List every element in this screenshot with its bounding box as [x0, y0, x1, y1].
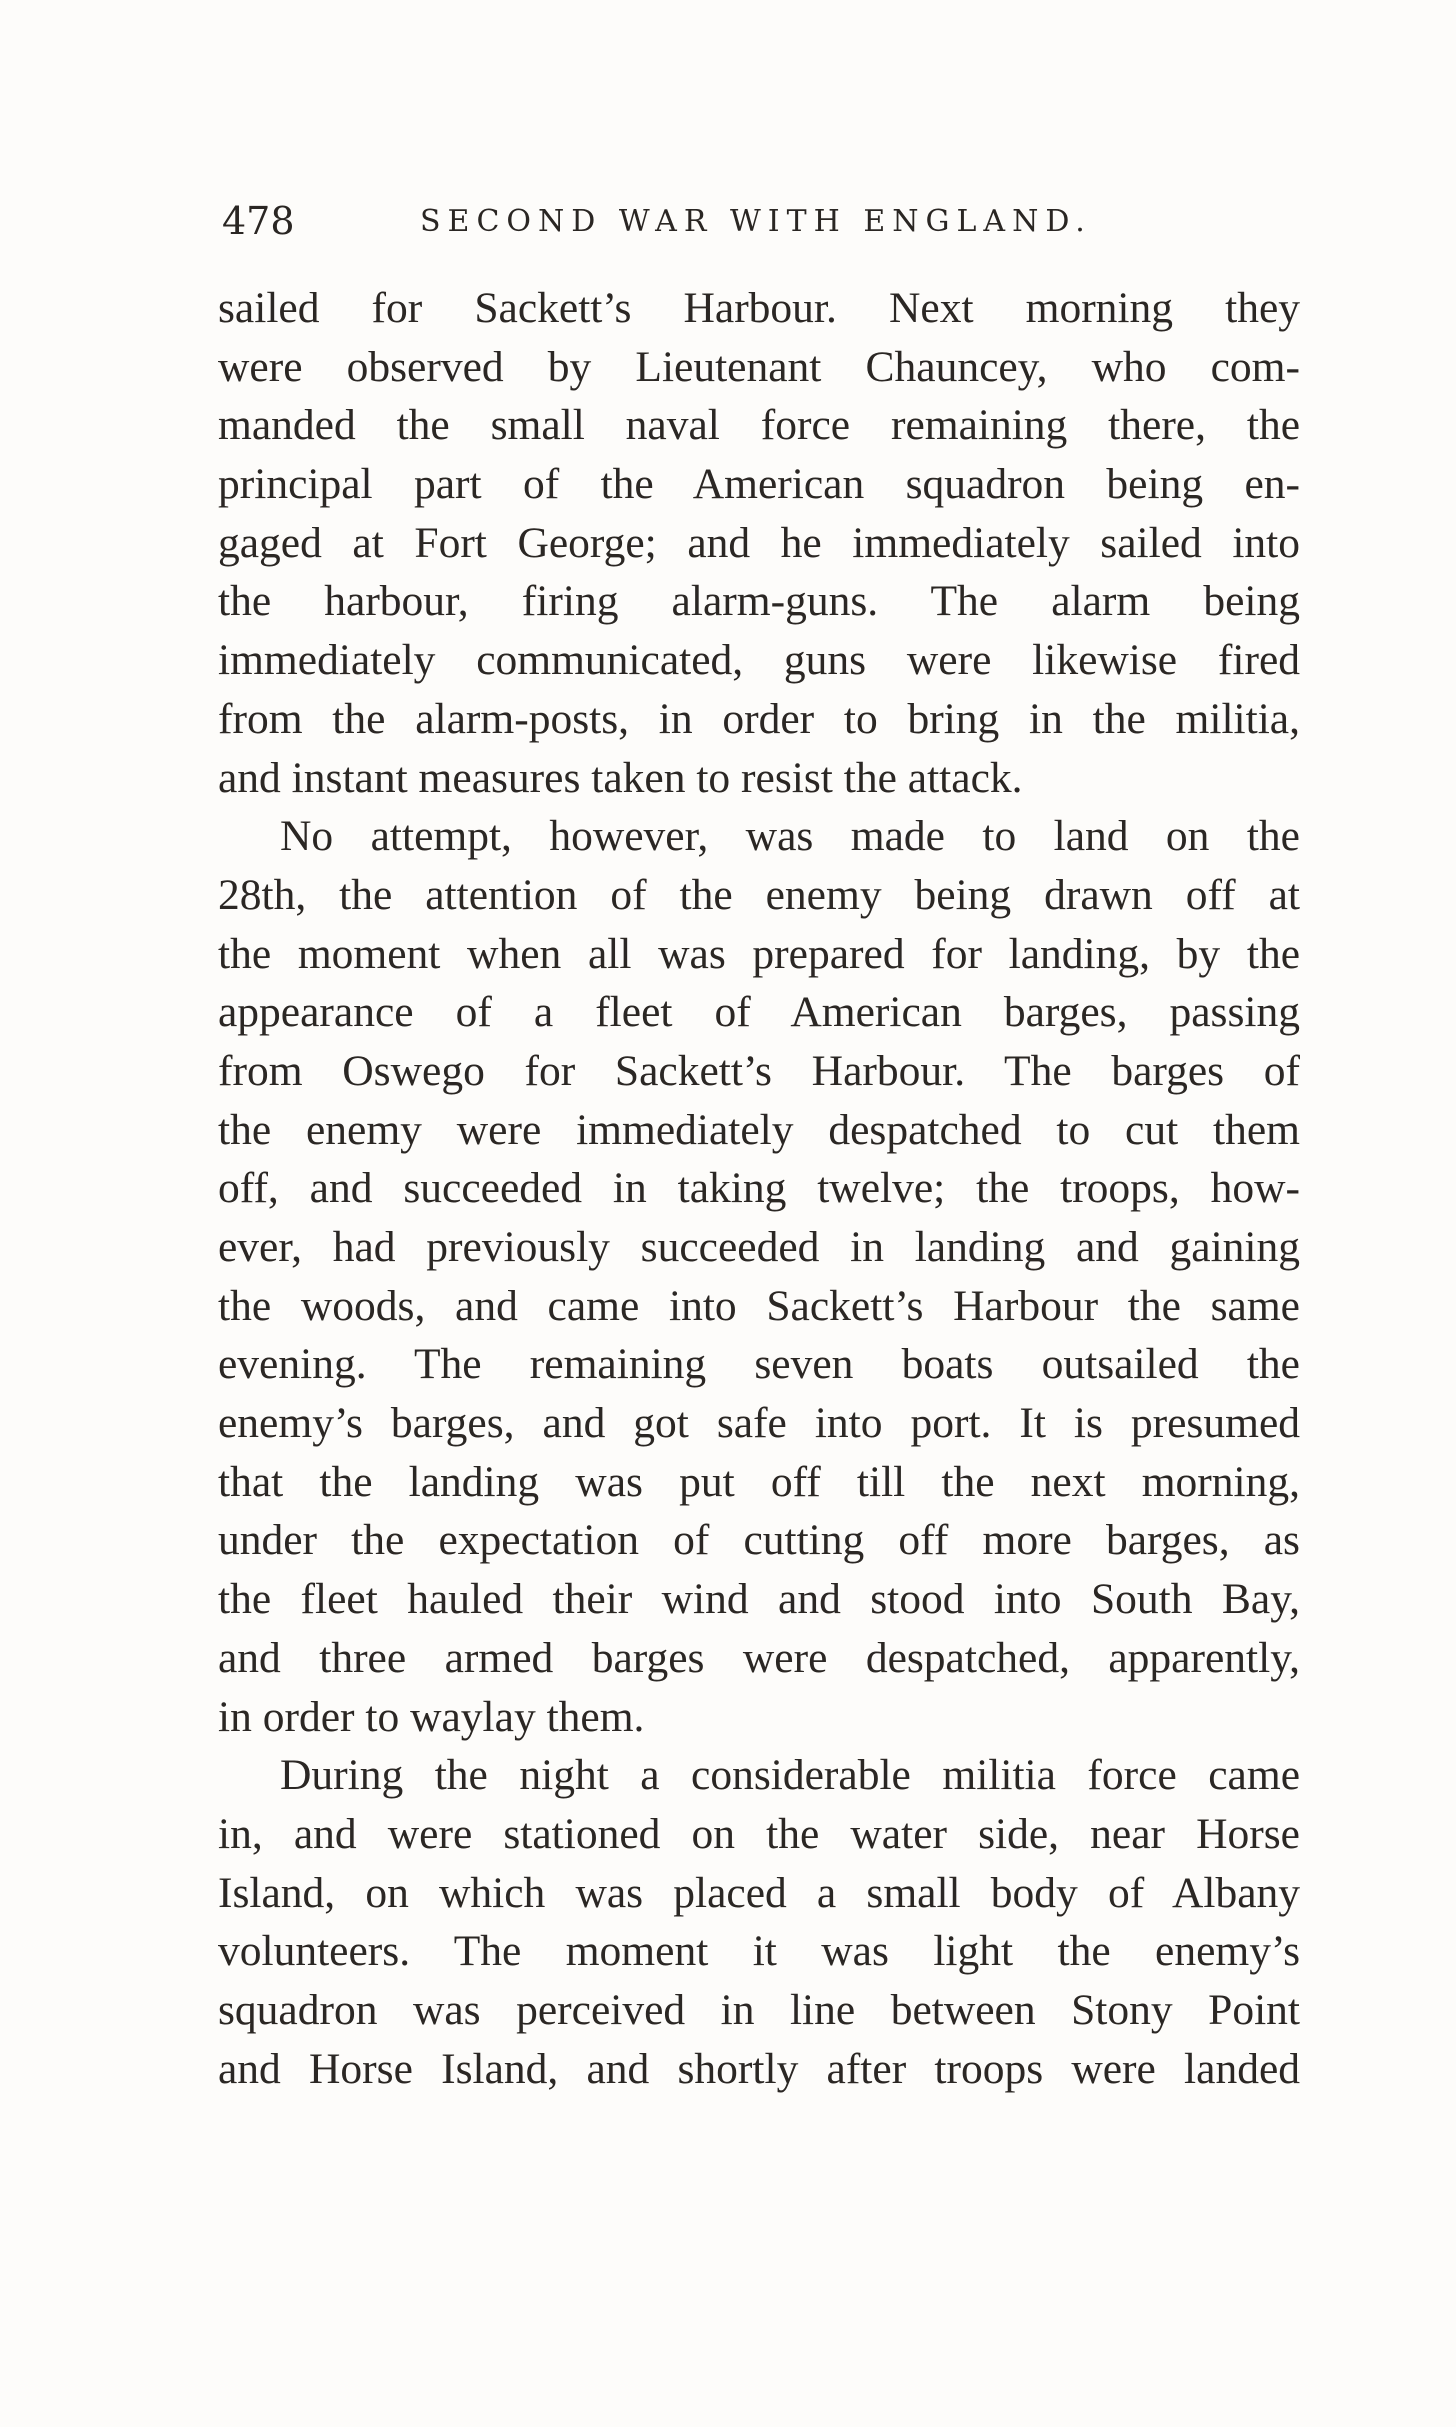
- text-line: 28th, the attention of the enemy being drawn off at: [218, 870, 1300, 919]
- text-line: Island, on which was placed a small body of Albany: [218, 1868, 1300, 1917]
- text-line: the harbour, firing alarm-guns. The alarm being: [218, 577, 1300, 626]
- text-line: from Oswego for Sackett’s Harbour. The barges of: [218, 1046, 1300, 1095]
- text-line: from the alarm-posts, in order to bring in the militia,: [218, 694, 1300, 743]
- text-line: that the landing was put off till the next morning,: [218, 1457, 1300, 1506]
- text-line: the woods, and came into Sackett’s Harbour the same: [218, 1281, 1300, 1330]
- text-line: volunteers. The moment it was light the enemy’s: [218, 1927, 1300, 1976]
- text-line: off, and succeeded in taking twelve; the troops, how-: [218, 1164, 1300, 1213]
- text-line: the enemy were immediately despatched to cut them: [218, 1105, 1300, 1154]
- running-head: SECOND WAR WITH ENGLAND.: [420, 204, 1092, 239]
- text-line: evening. The remaining seven boats outsailed the: [218, 1340, 1300, 1389]
- text-line: the moment when all was prepared for landing, by the: [218, 929, 1300, 978]
- page-header: [222, 196, 1302, 256]
- paragraph-start: During the night a considerable militia force came: [280, 1751, 1300, 1800]
- paragraph-start: No attempt, however, was made to land on the: [280, 812, 1300, 861]
- text-line: principal part of the American squadron being en-: [218, 460, 1300, 509]
- text-line: the fleet hauled their wind and stood into South Bay,: [218, 1575, 1300, 1624]
- text-line: in order to waylay them.: [218, 1692, 645, 1741]
- text-line: and Horse Island, and shortly after troops were landed: [218, 2044, 1300, 2093]
- text-line: under the expectation of cutting off more barges, as: [218, 1516, 1300, 1565]
- text-line: ever, had previously succeeded in landing and gaining: [218, 1223, 1300, 1271]
- text-line: immediately communicated, guns were likewise fired: [218, 636, 1300, 685]
- text-line: manded the small naval force remaining there, the: [218, 401, 1300, 450]
- text-line: were observed by Lieutenant Chauncey, who com-: [218, 342, 1300, 391]
- text-line: and three armed barges were despatched, apparently,: [218, 1633, 1300, 1682]
- text-line: sailed for Sackett’s Harbour. Next morning they: [218, 284, 1300, 332]
- text-line: in, and were stationed on the water side, near Horse: [218, 1809, 1300, 1858]
- body-text: [218, 279, 1300, 2098]
- text-line: appearance of a fleet of American barges, passing: [218, 988, 1300, 1037]
- text-line: and instant measures taken to resist the attack.: [218, 753, 1023, 802]
- text-line: enemy’s barges, and got safe into port. It is presumed: [218, 1399, 1300, 1448]
- page-number: 478: [222, 199, 295, 243]
- text-line: squadron was perceived in line between Stony Point: [218, 1985, 1300, 2034]
- text-line: gaged at Fort George; and he immediately sailed into: [218, 518, 1300, 567]
